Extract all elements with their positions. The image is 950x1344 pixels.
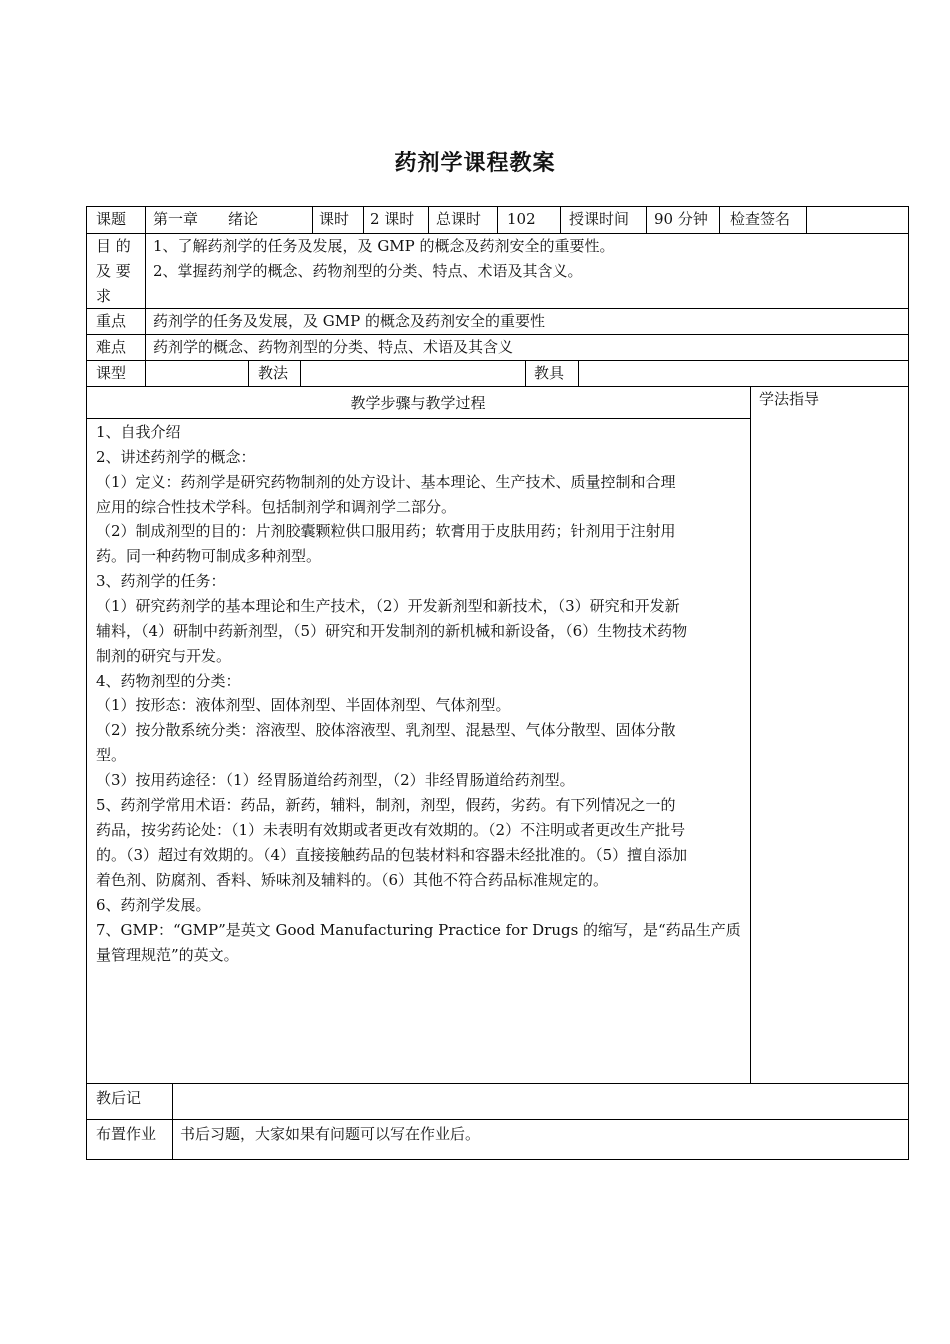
difficulty-label: 难点 (96, 338, 127, 356)
process-line: 型。 (96, 746, 127, 764)
col-divider (806, 206, 807, 233)
col-divider (172, 1083, 173, 1160)
key-point-label: 重点 (96, 312, 127, 330)
col-divider (750, 386, 751, 1083)
col-divider (363, 206, 364, 233)
process-line: 药品，按劣药论处：（1）未表明有效期或者更改有效期的。（2）不注明或者更改生产批号 (96, 821, 686, 839)
goal-item: 2、掌握药剂学的概念、药物剂型的分类、特点、术语及其含义。 (153, 262, 583, 280)
col-divider (428, 206, 429, 233)
process-line: 1、自我介绍 (96, 423, 181, 441)
key-point-value: 药剂学的任务及发展，及 GMP 的概念及药剂安全的重要性 (153, 312, 545, 330)
process-line: 3、药剂学的任务： (96, 572, 226, 590)
process-line: 制剂的研究与开发。 (96, 647, 232, 665)
goals-label-line: 目 的 (96, 237, 131, 255)
col-divider (719, 206, 720, 233)
col-divider (578, 360, 579, 386)
col-divider (312, 206, 313, 233)
teaching-tools-label: 教具 (534, 364, 565, 382)
class-time-label: 授课时间 (569, 210, 630, 228)
process-heading: 教学步骤与教学过程 (350, 394, 486, 412)
row-divider (86, 386, 909, 387)
process-line: 量管理规范”的英文。 (96, 946, 239, 964)
topic-value: 第一章 绪论 (153, 210, 259, 228)
study-guide-heading: 学法指导 (759, 390, 820, 408)
class-time-value: 90 分钟 (654, 210, 708, 228)
process-line: 7、GMP：“GMP”是英文 Good Manufacturing Practice for Drugs 的缩写，是“药品生产质 (96, 921, 741, 939)
row-divider (86, 334, 909, 335)
process-line: 4、药物剂型的分类： (96, 672, 241, 690)
col-divider (145, 206, 146, 386)
post-lesson-notes-label: 教后记 (96, 1089, 142, 1107)
process-line: （2）制成剂型的目的：片剂胶囊颗粒供口服用药；软膏用于皮肤用药；针剂用于注射用 (96, 522, 676, 540)
hours-value: 2 课时 (370, 210, 415, 228)
process-line: （1）按形态：液体剂型、固体剂型、半固体剂型、气体剂型。 (96, 696, 511, 714)
row-divider (86, 1083, 909, 1084)
goal-item: 1、了解药剂学的任务及发展，及 GMP 的概念及药剂安全的重要性。 (153, 237, 615, 255)
process-line: 药。同一种药物可制成多种剂型。 (96, 547, 322, 565)
process-line: （3）按用药途径：（1）经胃肠道给药剂型，（2）非经胃肠道给药剂型。 (96, 771, 575, 789)
topic-label: 课题 (96, 210, 127, 228)
goals-label-line: 求 (96, 287, 112, 305)
teaching-method-label: 教法 (258, 364, 289, 382)
col-divider (560, 206, 561, 233)
col-divider (497, 206, 498, 233)
total-hours-label: 总课时 (436, 210, 482, 228)
col-divider (646, 206, 647, 233)
total-hours-value: 102 (507, 210, 536, 228)
row-divider (86, 418, 750, 419)
lesson-type-label: 课型 (96, 364, 127, 382)
process-line: （2）按分散系统分类：溶液型、胶体溶液型、乳剂型、混悬型、气体分散型、固体分散 (96, 721, 676, 739)
process-line: 辅料，（4）研制中药新剂型，（5）研究和开发制剂的新机械和新设备，（6）生物技术药物 (96, 622, 688, 640)
process-line: 6、药剂学发展。 (96, 896, 211, 914)
process-line: 5、药剂学常用术语：药品，新药，辅料，制剂，剂型，假药，劣药。有下列情况之一的 (96, 796, 676, 814)
difficulty-value: 药剂学的概念、药物剂型的分类、特点、术语及其含义 (153, 338, 514, 356)
process-line: （1）研究药剂学的基本理论和生产技术，（2）开发新剂型和新技术，（3）研究和开发新 (96, 597, 680, 615)
homework-label: 布置作业 (96, 1125, 157, 1143)
check-signature-label: 检查签名 (730, 210, 791, 228)
process-line: 应用的综合性技术学科。包括制剂学和调剂学二部分。 (96, 498, 457, 516)
hours-label: 课时 (319, 210, 350, 228)
process-line: 着色剂、防腐剂、香料、矫味剂及辅料的。（6）其他不符合药品标准规定的。 (96, 871, 609, 889)
process-line: 2、讲述药剂学的概念： (96, 448, 256, 466)
row-divider (86, 1119, 909, 1120)
col-divider (300, 360, 301, 386)
row-divider (86, 360, 909, 361)
row-divider (86, 308, 909, 309)
col-divider (248, 360, 249, 386)
col-divider (525, 360, 526, 386)
page-title: 药剂学课程教案 (394, 151, 556, 176)
goals-label-line: 及 要 (96, 262, 131, 280)
row-divider (86, 233, 909, 234)
process-line: （1）定义：药剂学是研究药物制剂的处方设计、基本理论、生产技术、质量控制和合理 (96, 473, 676, 491)
process-line: 的。（3）超过有效期的。（4）直接接触药品的包装材料和容器未经批准的。（5）擅自添加 (96, 846, 688, 864)
homework-value: 书后习题，大家如果有问题可以写在作业后。 (180, 1125, 481, 1143)
